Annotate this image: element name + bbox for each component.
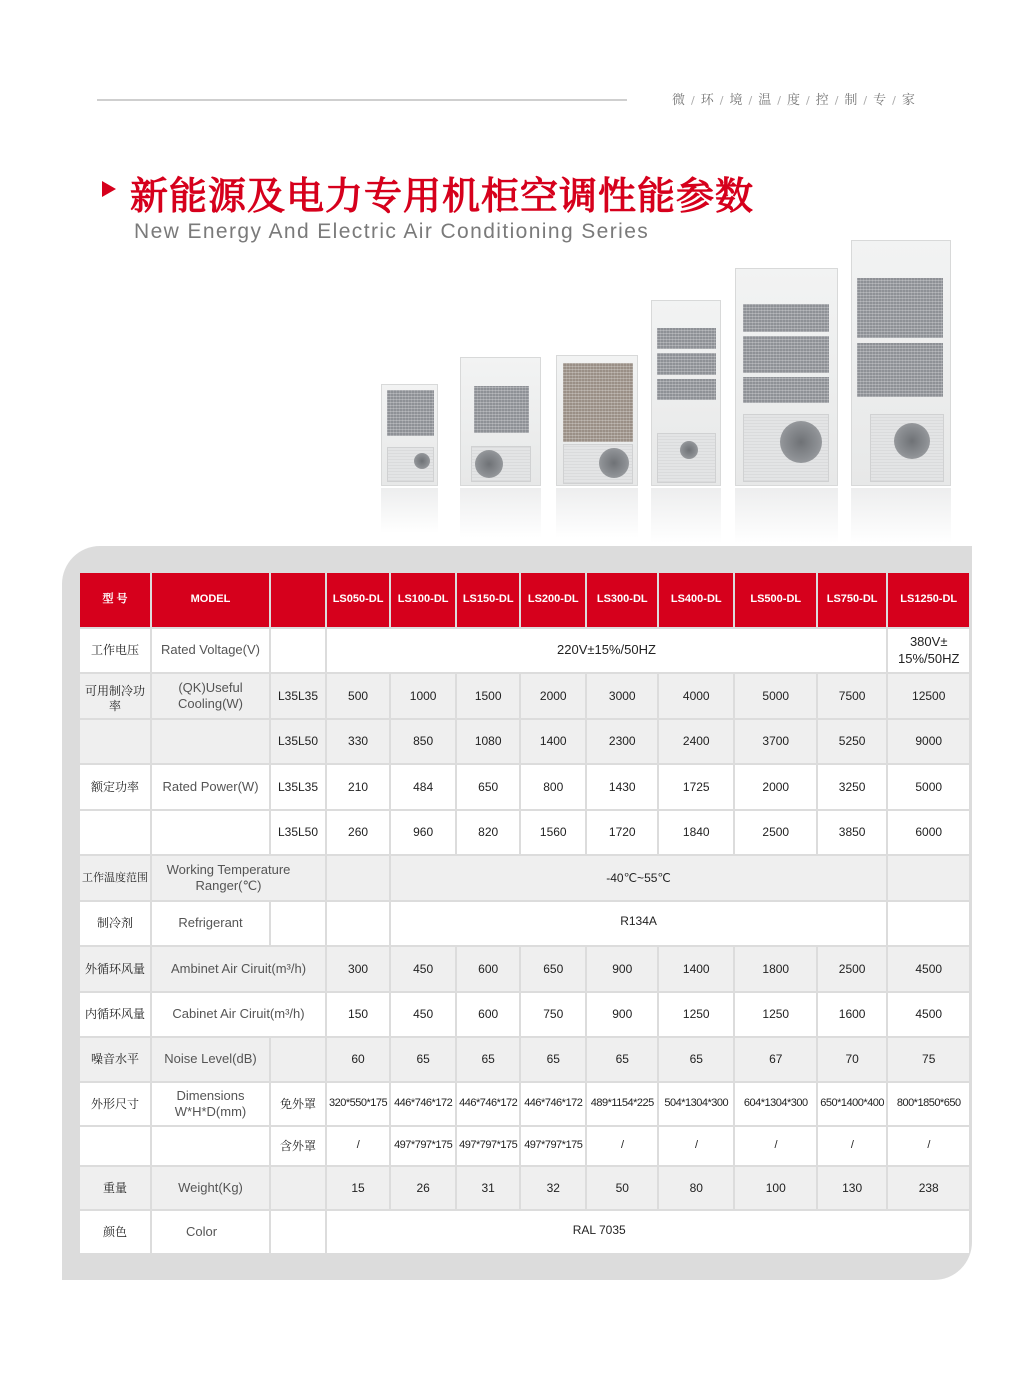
cell-value: 320*550*175 (327, 1083, 389, 1125)
cell-value: 604*1304*300 (735, 1083, 816, 1125)
table-row-color (80, 1211, 969, 1253)
reflection (735, 488, 838, 543)
spec-table (78, 571, 971, 1255)
cell-value: / (327, 1127, 389, 1165)
header-model: MODEL (152, 573, 269, 627)
product-unit-ls400 (651, 300, 721, 486)
row-condition (271, 1038, 325, 1081)
cell-value: 5250 (818, 720, 886, 763)
grille (563, 363, 633, 442)
cell-value: 1840 (659, 811, 733, 854)
row-label-cn: 可用制冷功率 (80, 674, 150, 718)
cell-value: 446*746*172 (521, 1083, 585, 1125)
page-subtitle: New Energy And Electric Air Conditioning Series (134, 220, 650, 243)
grille (857, 343, 943, 397)
cell-value: 4500 (888, 947, 969, 991)
row-label-en (152, 811, 269, 854)
cell-value: 484 (391, 765, 455, 809)
header-cn: 型 号 (80, 573, 150, 627)
cell-value: 650 (457, 765, 519, 809)
cell-value: 65 (587, 1038, 657, 1081)
cell-value: 1600 (818, 993, 886, 1036)
tagline-char: 专 (873, 93, 887, 108)
tagline-char: 度 (786, 93, 800, 108)
cell-value: 70 (818, 1038, 886, 1081)
row-condition: 含外罩 (271, 1127, 325, 1165)
table-row-dimensions-with-cover (80, 1127, 969, 1165)
grille (743, 377, 829, 403)
grille (857, 278, 943, 338)
cell-value: 210 (327, 765, 389, 809)
table-row-dimensions-no-cover (80, 1083, 969, 1125)
row-label-en: Weight(Kg) (152, 1167, 269, 1209)
row-condition (271, 1211, 325, 1253)
tagline-char: 控 (815, 93, 829, 108)
row-label-en: Refrigerant (152, 902, 269, 945)
cell-value: / (818, 1127, 886, 1165)
cell-value: 50 (587, 1167, 657, 1209)
grille (474, 386, 529, 433)
cell-value: 65 (457, 1038, 519, 1081)
cell-value: 15 (327, 1167, 389, 1209)
row-label-cn: 制冷剂 (80, 902, 150, 945)
row-label-en: Color (152, 1211, 269, 1253)
tagline-char: 微 (672, 93, 686, 108)
table-row-weight (80, 1167, 969, 1209)
product-unit-ls050 (381, 384, 438, 486)
cell-value: 820 (457, 811, 519, 854)
row-condition: L35L50 (271, 811, 325, 854)
cell-span-value: R134A (391, 902, 886, 945)
row-condition (271, 902, 325, 945)
cell-value: 5000 (735, 674, 816, 718)
cell-value: 3850 (818, 811, 886, 854)
header-model-col: LS300-DL (587, 573, 657, 627)
fan-icon (680, 441, 698, 459)
cell-value: 65 (521, 1038, 585, 1081)
cell-value: / (735, 1127, 816, 1165)
cell-value: 80 (659, 1167, 733, 1209)
cell-value: 1430 (587, 765, 657, 809)
cell-value: 7500 (818, 674, 886, 718)
reflection (651, 488, 721, 543)
cell-span-value: -40℃~55℃ (391, 856, 886, 900)
table-row-power-l35l50 (80, 811, 969, 854)
cell-value: 75 (888, 1038, 969, 1081)
product-unit-ls1250 (851, 240, 951, 486)
tagline-char: 制 (844, 93, 858, 108)
cell-value: 330 (327, 720, 389, 763)
fan-icon (780, 421, 822, 463)
grille (657, 379, 716, 400)
table-header-row (80, 573, 969, 627)
cell-value: 1400 (659, 947, 733, 991)
cell-value: 150 (327, 993, 389, 1036)
fan-icon (599, 448, 629, 478)
fan-icon (894, 423, 930, 459)
row-label-en: Rated Voltage(V) (152, 629, 269, 672)
cell-value: 497*797*175 (521, 1127, 585, 1165)
cell-value: 504*1304*300 (659, 1083, 733, 1125)
cell-value: 2500 (735, 811, 816, 854)
fan-icon (475, 450, 503, 478)
header-condition (271, 573, 325, 627)
grille (743, 336, 829, 373)
cell-value: 500 (327, 674, 389, 718)
cell-value: 600 (457, 947, 519, 991)
cell-value: 60 (327, 1038, 389, 1081)
reflection (460, 488, 541, 538)
row-condition: 免外罩 (271, 1083, 325, 1125)
table-row-voltage (80, 629, 969, 672)
cell-value: 67 (735, 1038, 816, 1081)
row-label-cn: 内循环风量 (80, 993, 150, 1036)
cell-value: 130 (818, 1167, 886, 1209)
play-arrow-icon (102, 181, 116, 197)
tagline-separator: / (834, 94, 839, 107)
tagline-char: 家 (901, 93, 915, 108)
cell-value: 900 (587, 947, 657, 991)
tagline-separator: / (691, 94, 695, 107)
header-model-col: LS100-DL (391, 573, 455, 627)
row-condition (271, 629, 325, 672)
cell-value (888, 856, 969, 900)
table-row-temperature (80, 856, 969, 900)
row-label-cn: 重量 (80, 1167, 150, 1209)
cell-value: 31 (457, 1167, 519, 1209)
row-label-cn (80, 811, 150, 854)
table-row-cabinet-air (80, 993, 969, 1036)
cell-value: 65 (659, 1038, 733, 1081)
row-label-en: Working Temperature Ranger(℃) (152, 856, 325, 900)
row-label-cn: 外形尺寸 (80, 1083, 150, 1125)
row-condition: L35L35 (271, 765, 325, 809)
cell-value: 800*1850*650 (888, 1083, 969, 1125)
row-label-en: Dimensions W*H*D(mm) (152, 1083, 269, 1125)
cell-value: 497*797*175 (391, 1127, 455, 1165)
cell-value: 4000 (659, 674, 733, 718)
cell-value: 900 (587, 993, 657, 1036)
cell-value: 1080 (457, 720, 519, 763)
cell-value: 5000 (888, 765, 969, 809)
tagline-separator: / (863, 94, 868, 107)
cell-value: 1800 (735, 947, 816, 991)
cell-value: 6000 (888, 811, 969, 854)
table-row-ambient-air (80, 947, 969, 991)
product-unit-ls200 (556, 355, 638, 486)
cell-value: 960 (391, 811, 455, 854)
header-model-col: LS1250-DL (888, 573, 969, 627)
cell-value (327, 902, 389, 945)
tagline-separator: / (777, 94, 781, 107)
table-row-noise (80, 1038, 969, 1081)
cell-value: / (659, 1127, 733, 1165)
cell-value: 3700 (735, 720, 816, 763)
table-row-power-l35l35 (80, 765, 969, 809)
cell-value: 3000 (587, 674, 657, 718)
grille (657, 328, 716, 349)
cell-value (888, 902, 969, 945)
reflection (381, 488, 438, 533)
cell-value: 1500 (457, 674, 519, 718)
row-label-en: Noise Level(dB) (152, 1038, 269, 1081)
row-label-en (152, 1127, 269, 1165)
tagline (672, 89, 915, 108)
tagline-separator: / (748, 94, 753, 107)
cell-span-value: 220V±15%/50HZ (327, 629, 886, 672)
product-unit-ls500 (735, 268, 838, 486)
row-label-cn: 工作电压 (80, 629, 150, 672)
row-label-cn (80, 720, 150, 763)
cell-value: 100 (735, 1167, 816, 1209)
tagline-char: 温 (758, 93, 772, 108)
cell-value: 2000 (735, 765, 816, 809)
cell-value: 1250 (735, 993, 816, 1036)
cell-value: 1720 (587, 811, 657, 854)
row-label-cn: 噪音水平 (80, 1038, 150, 1081)
cell-value: 4500 (888, 993, 969, 1036)
row-condition: L35L50 (271, 720, 325, 763)
fan-icon (414, 453, 430, 469)
header-model-col: LS200-DL (521, 573, 585, 627)
cell-value: 300 (327, 947, 389, 991)
cell-span-value: RAL 7035 (327, 1211, 969, 1253)
cell-value: 1400 (521, 720, 585, 763)
row-label-en: Rated Power(W) (152, 765, 269, 809)
table-row-cooling-l35l35 (80, 674, 969, 718)
row-label-cn: 工作温度范围 (80, 856, 150, 900)
cell-value: 2500 (818, 947, 886, 991)
row-label-cn: 颜色 (80, 1211, 150, 1253)
cell-value: 489*1154*225 (587, 1083, 657, 1125)
cell-value: 850 (391, 720, 455, 763)
row-label-en: Cabinet Air Ciruit(m³/h) (152, 993, 325, 1036)
page-title: 新能源及电力专用机柜空调性能参数 (130, 174, 755, 218)
cell-value: 800 (521, 765, 585, 809)
header-model-col: LS500-DL (735, 573, 816, 627)
cell-value: 450 (391, 993, 455, 1036)
cell-value: 446*746*172 (391, 1083, 455, 1125)
cell-value: 1560 (521, 811, 585, 854)
row-label-en: Ambinet Air Ciruit(m³/h) (152, 947, 325, 991)
tagline-char: 境 (729, 93, 743, 108)
grille (743, 304, 829, 332)
tagline-separator: / (719, 94, 724, 107)
cell-value: / (587, 1127, 657, 1165)
cell-value: 65 (391, 1038, 455, 1081)
row-label-en (152, 720, 269, 763)
cell-value: 1250 (659, 993, 733, 1036)
row-condition: L35L35 (271, 674, 325, 718)
cell-value: 3250 (818, 765, 886, 809)
table-row-cooling-l35l50 (80, 720, 969, 763)
cell-value: 650*1400*400 (818, 1083, 886, 1125)
header-model-col: LS050-DL (327, 573, 389, 627)
cell-value: 2400 (659, 720, 733, 763)
cell-value: 446*746*172 (457, 1083, 519, 1125)
header-model-col: LS400-DL (659, 573, 733, 627)
header-divider (97, 99, 627, 101)
row-label-cn: 额定功率 (80, 765, 150, 809)
cell-value: 497*797*175 (457, 1127, 519, 1165)
cell-value: 2300 (587, 720, 657, 763)
cell-value: 12500 (888, 674, 969, 718)
reflection (851, 488, 951, 543)
tagline-separator: / (892, 94, 896, 107)
reflection (556, 488, 638, 538)
cell-value: 750 (521, 993, 585, 1036)
cell-value: 32 (521, 1167, 585, 1209)
row-condition (271, 1167, 325, 1209)
header-model-col: LS750-DL (818, 573, 886, 627)
header-model-col: LS150-DL (457, 573, 519, 627)
cell-value: 450 (391, 947, 455, 991)
row-label-cn: 外循环风量 (80, 947, 150, 991)
table-row-refrigerant (80, 902, 969, 945)
cell-value: 9000 (888, 720, 969, 763)
cell-value: / (888, 1127, 969, 1165)
cell-value: 650 (521, 947, 585, 991)
cell-value: 26 (391, 1167, 455, 1209)
tagline-separator: / (805, 94, 810, 107)
cell-value: 2000 (521, 674, 585, 718)
cell-value: 600 (457, 993, 519, 1036)
cell-value: 238 (888, 1167, 969, 1209)
cell-value (327, 856, 389, 900)
product-unit-ls100 (460, 357, 541, 486)
row-label-en: (QK)Useful Cooling(W) (152, 674, 269, 718)
cell-value: 1725 (659, 765, 733, 809)
row-label-cn (80, 1127, 150, 1165)
cell-value: 380V± 15%/50HZ (888, 629, 969, 672)
tagline-char: 环 (700, 93, 714, 108)
grille (657, 353, 716, 375)
cell-value: 260 (327, 811, 389, 854)
grille (387, 390, 434, 436)
cell-value: 1000 (391, 674, 455, 718)
